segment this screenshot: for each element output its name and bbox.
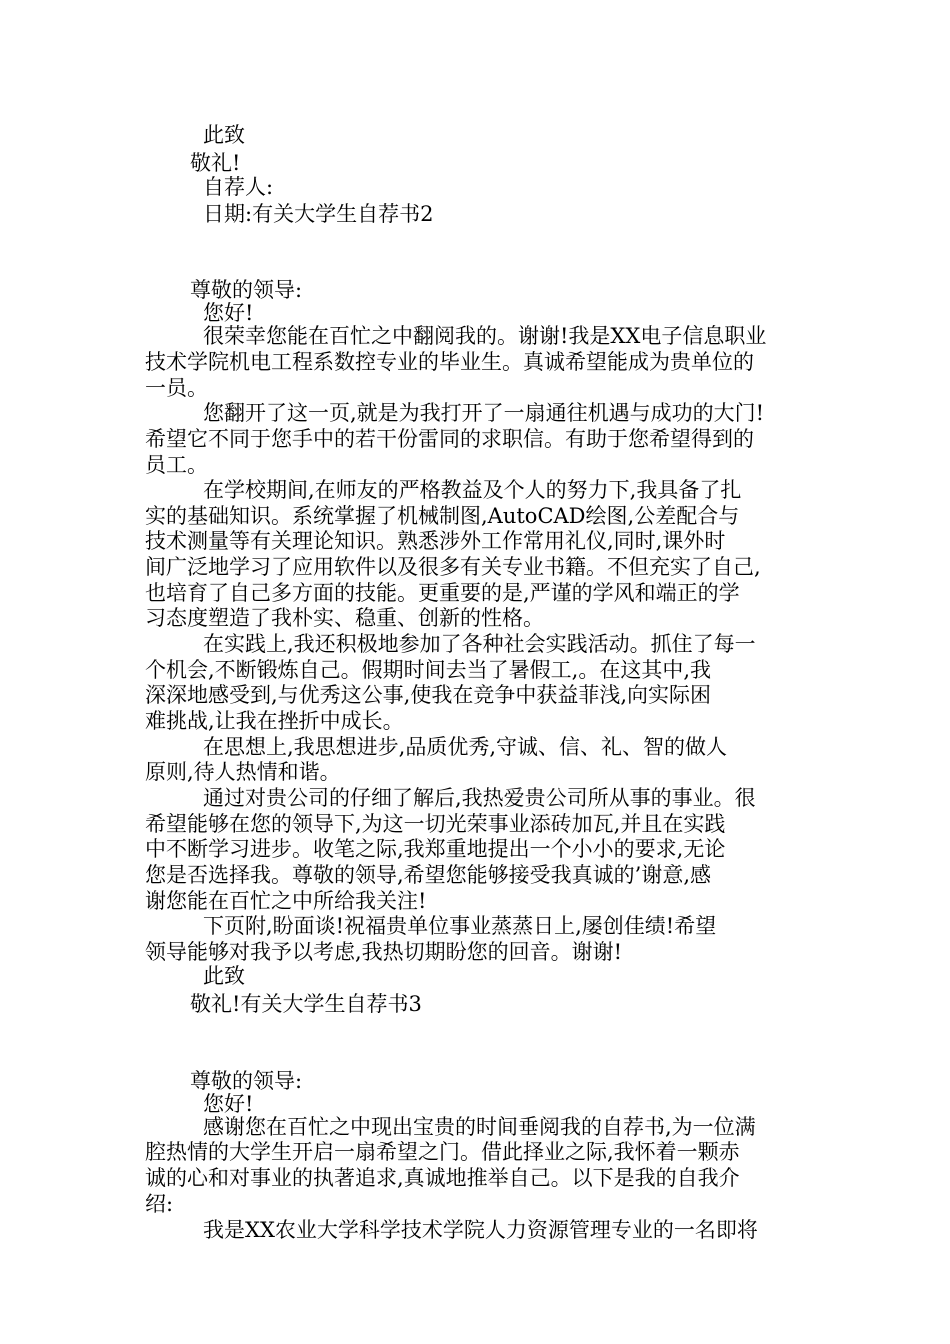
paragraph-line: 间广泛地学习了应用软件以及很多有关专业书籍。不但充实了自己, (145, 555, 761, 579)
paragraph-line: 通过对贵公司的仔细了解后,我热爱贵公司所从事的事业。很 (203, 786, 756, 810)
paragraph-line: 感谢您在百忙之中现出宝贵的时间垂阅我的自荐书,为一位满 (203, 1115, 756, 1139)
paragraph-line: 您是否选择我。尊敬的领导,希望您能够接受我真诚的’谢意,感 (145, 863, 712, 887)
paragraph-line: 在思想上,我思想进步,品质优秀,守诚、信、礼、智的做人 (203, 735, 728, 759)
paragraph-line: 诚的心和对事业的执著追求,真诚地推举自己。以下是我的自我介 (145, 1166, 740, 1190)
paragraph-line: 深深地感受到,与优秀这公事,使我在竞争中获益菲浅,向实际困 (145, 683, 712, 707)
paragraph-line: 个机会,不断锻炼自己。假期时间去当了暑假工,。在这其中,我 (145, 658, 712, 682)
paragraph-line: 我是XX农业大学科学技术学院人力资源管理专业的一名即将 (203, 1218, 758, 1242)
paragraph-line: 也培育了自己多方面的技能。更重要的是,严谨的学风和端正的学 (145, 581, 740, 605)
paragraph-line: 员工。 (145, 453, 208, 477)
paragraph-line: 技术学院机电工程系数控专业的毕业生。真诚希望能成为贵单位的 (145, 350, 754, 374)
paragraph-line: 在学校期间,在师友的严格教益及个人的努力下,我具备了扎 (203, 478, 742, 502)
paragraph-line: 中不断学习进步。收笔之际,我郑重地提出一个小小的要求,无论 (145, 837, 726, 861)
salutation: 尊敬的领导: (190, 1069, 303, 1093)
greeting: 您好! (203, 1092, 254, 1116)
closing-zhici: 此致 (203, 964, 245, 988)
paragraph-line: 很荣幸您能在百忙之中翻阅我的。谢谢!我是XX电子信息职业 (203, 324, 767, 348)
paragraph-line: 下页附,盼面谈!祝福贵单位事业蒸蒸日上,屡创佳绩!希望 (203, 914, 717, 938)
signer-label: 自荐人: (203, 175, 274, 199)
paragraph-line: 实的基础知识。系统掌握了机械制图,AutoCAD绘图,公差配合与 (145, 504, 740, 528)
paragraph-line: 绍: (145, 1192, 174, 1216)
date-and-title: 日期:有关大学生自荐书2 (203, 202, 434, 226)
paragraph-line: 技术测量等有关理论知识。熟悉涉外工作常用礼仪,同时,课外时 (145, 529, 726, 553)
closing-zhici: 此致 (203, 123, 245, 147)
paragraph-line: 谢您能在百忙之中所给我关注! (145, 889, 427, 913)
paragraph-line: 原则,待人热情和谐。 (145, 760, 341, 784)
paragraph-line: 腔热情的大学生开启一扇希望之门。借此择业之际,我怀着一颗赤 (145, 1140, 740, 1164)
paragraph-line: 一员。 (145, 376, 208, 400)
paragraph-line: 在实践上,我还积极地参加了各种社会实践活动。抓住了每一 (203, 632, 756, 656)
paragraph-line: 希望它不同于您手中的若干份雷同的求职信。有助于您希望得到的 (145, 427, 754, 451)
salutation: 尊敬的领导: (190, 278, 303, 302)
closing-jingli: 敬礼! (190, 151, 241, 175)
greeting: 您好! (203, 301, 254, 325)
paragraph-line: 希望能够在您的领导下,为这一切光荣事业添砖加瓦,并且在实践 (145, 812, 726, 836)
closing-jingli-and-title: 敬礼!有关大学生自荐书3 (190, 992, 422, 1016)
paragraph-line: 难挑战,让我在挫折中成长。 (145, 709, 404, 733)
paragraph-line: 您翻开了这一页,就是为我打开了一扇通往机遇与成功的大门! (203, 401, 765, 425)
paragraph-line: 习态度塑造了我朴实、稳重、创新的性格。 (145, 606, 544, 630)
paragraph-line: 领导能够对我予以考虑,我热切期盼您的回音。谢谢! (145, 940, 623, 964)
